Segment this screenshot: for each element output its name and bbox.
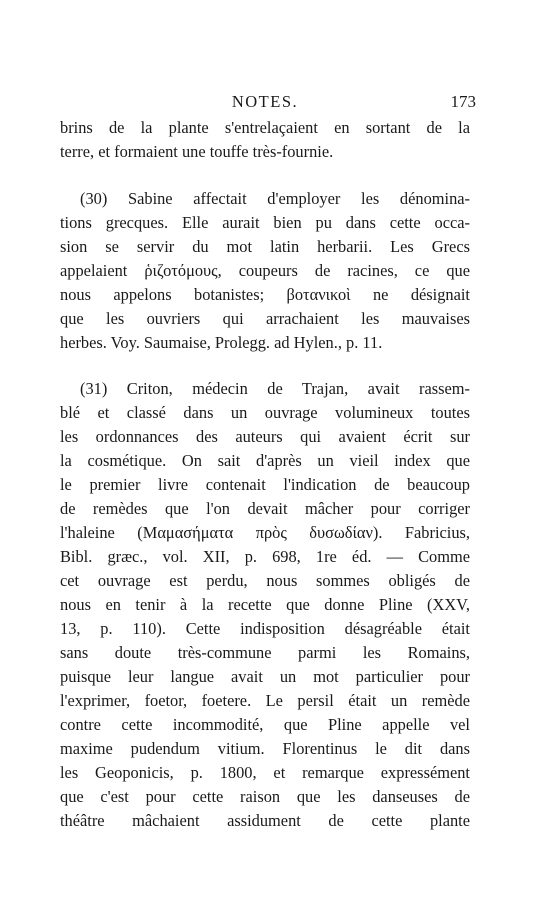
text-line: les ordonnances des auteurs qui avaient écrit sur bbox=[60, 427, 470, 446]
text-line: brins de la plante s'entrelaçaient en sortant de la bbox=[60, 118, 470, 137]
page-header bbox=[60, 92, 476, 114]
text-line: sans doute très-commune parmi les Romains, bbox=[60, 643, 470, 662]
text-line: tions grecques. Elle aurait bien pu dans cette occa- bbox=[60, 213, 470, 232]
text-line: que les ouvriers qui arrachaient les mauvaises bbox=[60, 309, 470, 328]
text-line: appelaient ῥιζοτόμους, coupeurs de racines, ce que bbox=[60, 261, 470, 280]
text-line: les Geoponicis, p. 1800, et remarque expressément bbox=[60, 763, 470, 782]
text-line: blé et classé dans un ouvrage volumineux toutes bbox=[60, 403, 470, 422]
text-line: nous en tenir à la recette que donne Pline (XXV, bbox=[60, 595, 470, 614]
text-line: cet ouvrage est perdu, nous sommes obligés de bbox=[60, 571, 470, 590]
note-31 bbox=[60, 377, 470, 833]
text-line: théâtre mâchaient assidument de cette plante bbox=[60, 811, 470, 830]
text-line: l'exprimer, foetor, foetere. Le persil était un remède bbox=[60, 691, 470, 710]
text-line: terre, et formaient une touffe très-fournie. bbox=[60, 142, 334, 161]
text-line: nous appelons botanistes; βοτανικοὶ ne désignait bbox=[60, 285, 470, 304]
text-line: 13, p. 110). Cette indisposition désagréable était bbox=[60, 619, 470, 638]
text-line: la cosmétique. On sait d'après un vieil index que bbox=[60, 451, 470, 470]
text-line: puisque leur langue avait un mot particulier pour bbox=[60, 667, 470, 686]
text-line: que c'est pour cette raison que les danseuses de bbox=[60, 787, 470, 806]
page bbox=[60, 92, 476, 833]
text-line: maxime pudendum vitium. Florentinus le dit dans bbox=[60, 739, 470, 758]
text-line: contre cette incommodité, que Pline appelle vel bbox=[60, 715, 470, 734]
running-title: NOTES. bbox=[231, 92, 299, 111]
text-line: l'haleine (Μαμασήματα πρὸς δυσωδίαν). Fabricius, bbox=[60, 523, 470, 542]
note-30 bbox=[60, 187, 470, 355]
text-line: herbes. Voy. Saumaise, Prolegg. ad Hylen., p. 11. bbox=[60, 333, 383, 352]
text-line: de remèdes que l'on devait mâcher pour corriger bbox=[60, 499, 470, 518]
page-number: 173 bbox=[450, 92, 476, 111]
text-line: (30) Sabine affectait d'employer les dénomina- bbox=[80, 189, 470, 208]
paragraph-continuation bbox=[60, 116, 470, 164]
text-line: sion se servir du mot latin herbarii. Les Grecs bbox=[60, 237, 470, 256]
text-line: Bibl. græc., vol. XII, p. 698, 1re éd. — Comme bbox=[60, 547, 470, 566]
text-line: le premier livre contenait l'indication de beaucoup bbox=[60, 475, 470, 494]
text-line: (31) Criton, médecin de Trajan, avait rassem- bbox=[80, 379, 470, 398]
